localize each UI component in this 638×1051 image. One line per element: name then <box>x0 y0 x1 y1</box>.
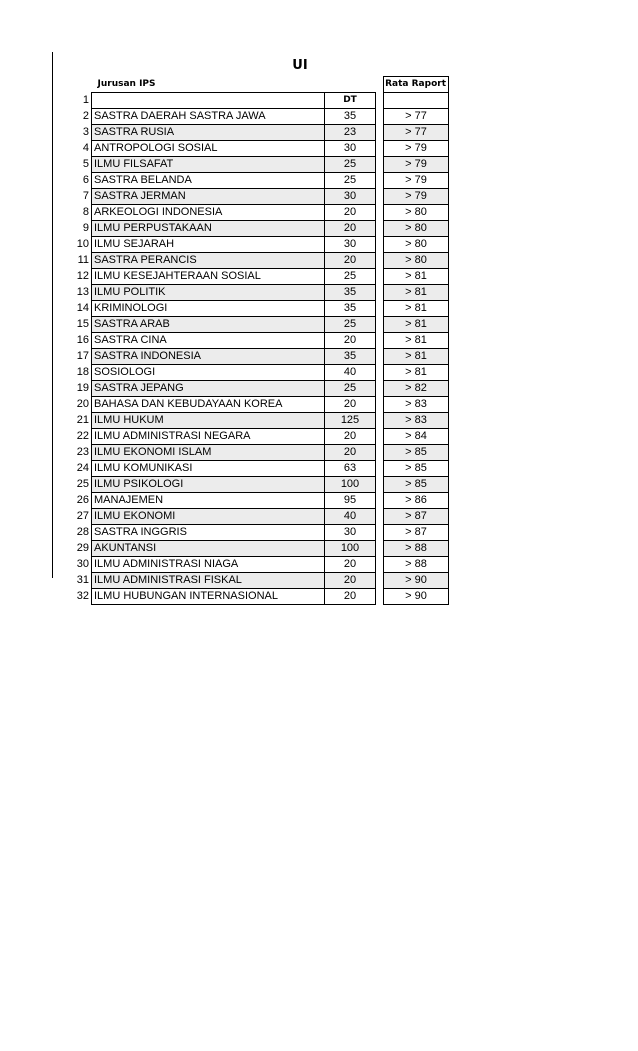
row-gap <box>376 493 384 509</box>
row-number: 9 <box>82 222 89 234</box>
dt-value: 23 <box>325 125 376 141</box>
subheader-name-empty <box>92 93 325 109</box>
header-rata-raport: Rata Raport <box>384 77 449 93</box>
dt-value: 100 <box>325 541 376 557</box>
row-number: 3 <box>82 126 89 138</box>
jurusan-name: SASTRA INGGRIS <box>92 525 325 541</box>
rata-raport-value: > 80 <box>384 253 449 269</box>
jurusan-name: BAHASA DAN KEBUDAYAAN KOREA <box>92 397 325 413</box>
dt-value: 35 <box>325 349 376 365</box>
row-gap <box>376 365 384 381</box>
jurusan-name: SASTRA ARAB <box>92 317 325 333</box>
dt-value: 35 <box>325 109 376 125</box>
row-gap <box>376 285 384 301</box>
table-row <box>53 253 449 269</box>
row-gap <box>376 205 384 221</box>
row-number: 18 <box>76 366 89 378</box>
rata-raport-value: > 84 <box>384 429 449 445</box>
dt-value: 35 <box>325 285 376 301</box>
jurusan-name: ILMU ADMINISTRASI NEGARA <box>92 429 325 445</box>
jurusan-name: SASTRA JEPANG <box>92 381 325 397</box>
rata-raport-value: > 79 <box>384 173 449 189</box>
rata-raport-value: > 79 <box>384 189 449 205</box>
rata-raport-value: > 81 <box>384 269 449 285</box>
table-row <box>53 141 449 157</box>
table-row <box>53 381 449 397</box>
rata-raport-value: > 87 <box>384 525 449 541</box>
jurusan-name: AKUNTANSI <box>92 541 325 557</box>
dt-value: 20 <box>325 589 376 605</box>
rata-raport-value: > 90 <box>384 573 449 589</box>
table-row <box>53 365 449 381</box>
table-row <box>53 349 449 365</box>
row-gap <box>376 445 384 461</box>
jurusan-name: ILMU POLITIK <box>92 285 325 301</box>
rata-raport-value: > 81 <box>384 301 449 317</box>
dt-value: 25 <box>325 317 376 333</box>
dt-value: 95 <box>325 493 376 509</box>
jurusan-name: ILMU PERPUSTAKAAN <box>92 221 325 237</box>
row-gap <box>376 125 384 141</box>
rata-raport-value: > 88 <box>384 557 449 573</box>
row-gap <box>376 109 384 125</box>
subheader-gap <box>376 93 384 109</box>
rata-raport-value: > 83 <box>384 397 449 413</box>
table-row <box>53 125 449 141</box>
jurusan-name: ILMU HUKUM <box>92 413 325 429</box>
table-row <box>53 269 449 285</box>
row-number: 24 <box>76 462 89 474</box>
row-number: 8 <box>82 206 89 218</box>
row-gap <box>376 349 384 365</box>
dt-value: 63 <box>325 461 376 477</box>
row-gap <box>376 157 384 173</box>
rata-raport-value: > 80 <box>384 237 449 253</box>
table-row <box>53 205 449 221</box>
row-number: 7 <box>82 190 89 202</box>
row-number: 11 <box>77 254 89 266</box>
rata-raport-value: > 79 <box>384 157 449 173</box>
rata-raport-value: > 85 <box>384 477 449 493</box>
jurusan-name: SASTRA CINA <box>92 333 325 349</box>
row-gap <box>376 589 384 605</box>
rata-raport-value: > 85 <box>384 461 449 477</box>
dt-value: 35 <box>325 301 376 317</box>
row-number: 30 <box>76 558 89 570</box>
jurusan-name: ILMU SEJARAH <box>92 237 325 253</box>
table-body <box>53 77 449 605</box>
jurusan-name: SASTRA BELANDA <box>92 173 325 189</box>
row-gap <box>376 509 384 525</box>
row-number: 17 <box>76 350 89 362</box>
dt-value: 25 <box>325 157 376 173</box>
table-row <box>53 109 449 125</box>
row-gap <box>376 141 384 157</box>
dt-value: 30 <box>325 141 376 157</box>
row-number: 29 <box>76 542 89 554</box>
row-gap <box>376 333 384 349</box>
header-no-cell <box>53 77 92 93</box>
table-row <box>53 397 449 413</box>
row-number: 4 <box>82 142 89 154</box>
jurusan-name: SASTRA RUSIA <box>92 125 325 141</box>
rata-raport-value: > 80 <box>384 221 449 237</box>
dt-value: 25 <box>325 269 376 285</box>
row-number: 32 <box>76 590 89 602</box>
row-number: 16 <box>76 334 89 346</box>
table-row <box>53 237 449 253</box>
dt-value: 40 <box>325 365 376 381</box>
table-row <box>53 221 449 237</box>
row-number: 1 <box>82 94 89 106</box>
jurusan-name: ARKEOLOGI INDONESIA <box>92 205 325 221</box>
header-dt: DT <box>325 93 376 109</box>
row-gap <box>376 253 384 269</box>
row-gap <box>376 541 384 557</box>
table-row <box>53 445 449 461</box>
jurusan-name: MANAJEMEN <box>92 493 325 509</box>
dt-value: 30 <box>325 237 376 253</box>
dt-value: 20 <box>325 221 376 237</box>
table-row <box>53 493 449 509</box>
rata-raport-value: > 87 <box>384 509 449 525</box>
dt-value: 30 <box>325 189 376 205</box>
jurusan-name: ILMU ADMINISTRASI NIAGA <box>92 557 325 573</box>
row-number: 15 <box>76 318 89 330</box>
dt-value: 20 <box>325 557 376 573</box>
jurusan-name: ILMU HUBUNGAN INTERNASIONAL <box>92 589 325 605</box>
rata-raport-value: > 80 <box>384 205 449 221</box>
dt-value: 100 <box>325 477 376 493</box>
row-number: 6 <box>82 174 89 186</box>
rata-raport-value: > 82 <box>384 381 449 397</box>
row-gap <box>376 301 384 317</box>
row-gap <box>376 573 384 589</box>
jurusan-name: KRIMINOLOGI <box>92 301 325 317</box>
dt-value: 25 <box>325 381 376 397</box>
row-gap <box>376 477 384 493</box>
row-gap <box>376 221 384 237</box>
table-row <box>53 525 449 541</box>
table-row <box>53 189 449 205</box>
row-gap <box>376 189 384 205</box>
rata-raport-value: > 77 <box>384 125 449 141</box>
row-number: 21 <box>76 414 89 426</box>
row-number: 10 <box>76 238 89 250</box>
rata-raport-value: > 81 <box>384 317 449 333</box>
row-number: 26 <box>76 494 89 506</box>
table-row <box>53 413 449 429</box>
table-row <box>53 317 449 333</box>
row-gap <box>376 413 384 429</box>
row-gap <box>376 237 384 253</box>
row-gap <box>376 381 384 397</box>
rata-raport-value: > 90 <box>384 589 449 605</box>
jurusan-name: ILMU PSIKOLOGI <box>92 477 325 493</box>
row-gap <box>376 525 384 541</box>
table-row <box>53 477 449 493</box>
row-number: 14 <box>76 302 89 314</box>
jurusan-table <box>53 76 449 605</box>
row-number: 31 <box>76 574 89 586</box>
row-number: 5 <box>82 158 89 170</box>
table-row <box>53 573 449 589</box>
dt-value: 30 <box>325 525 376 541</box>
row-number: 22 <box>76 430 89 442</box>
rata-raport-value: > 79 <box>384 141 449 157</box>
subheader-rata-empty <box>384 93 449 109</box>
header-jurusan: Jurusan IPS <box>92 77 325 93</box>
row-number: 19 <box>76 382 89 394</box>
dt-value: 20 <box>325 397 376 413</box>
dt-value: 40 <box>325 509 376 525</box>
jurusan-name: ILMU KESEJAHTERAAN SOSIAL <box>92 269 325 285</box>
rata-raport-value: > 81 <box>384 285 449 301</box>
rata-raport-value: > 83 <box>384 413 449 429</box>
rata-raport-value: > 88 <box>384 541 449 557</box>
row-number: 12 <box>76 270 89 282</box>
rata-raport-value: > 86 <box>384 493 449 509</box>
table-row <box>53 509 449 525</box>
jurusan-name: ILMU EKONOMI ISLAM <box>92 445 325 461</box>
dt-value: 20 <box>325 445 376 461</box>
header-row <box>53 77 449 93</box>
dt-value: 125 <box>325 413 376 429</box>
row-number: 2 <box>82 110 89 122</box>
table-row <box>53 333 449 349</box>
rata-raport-value: > 81 <box>384 333 449 349</box>
table-row <box>53 589 449 605</box>
row-number: 27 <box>76 510 89 522</box>
row-number: 23 <box>76 446 89 458</box>
table-row <box>53 301 449 317</box>
dt-value: 20 <box>325 253 376 269</box>
jurusan-name: ILMU ADMINISTRASI FISKAL <box>92 573 325 589</box>
jurusan-name: SASTRA JERMAN <box>92 189 325 205</box>
header-dt-empty <box>325 77 376 93</box>
table-row <box>53 157 449 173</box>
table-row <box>53 173 449 189</box>
rata-raport-value: > 81 <box>384 365 449 381</box>
header-gap <box>376 77 384 93</box>
dt-value: 20 <box>325 205 376 221</box>
jurusan-name: ILMU KOMUNIKASI <box>92 461 325 477</box>
jurusan-name: SASTRA PERANCIS <box>92 253 325 269</box>
row-gap <box>376 429 384 445</box>
dt-value: 20 <box>325 429 376 445</box>
dt-value: 20 <box>325 573 376 589</box>
jurusan-name: SASTRA INDONESIA <box>92 349 325 365</box>
row-number: 13 <box>76 286 89 298</box>
row-gap <box>376 461 384 477</box>
row-gap <box>376 269 384 285</box>
sheet-title: UI <box>292 58 308 73</box>
row-gap <box>376 397 384 413</box>
row-gap <box>376 173 384 189</box>
row-gap <box>376 317 384 333</box>
row-number: 20 <box>76 398 89 410</box>
dt-value: 20 <box>325 333 376 349</box>
row-number: 25 <box>76 478 89 490</box>
table-row <box>53 285 449 301</box>
row-number: 28 <box>76 526 89 538</box>
jurusan-name: ANTROPOLOGI SOSIAL <box>92 141 325 157</box>
jurusan-name: SASTRA DAERAH SASTRA JAWA <box>92 109 325 125</box>
rata-raport-value: > 81 <box>384 349 449 365</box>
table-row <box>53 461 449 477</box>
rata-raport-value: > 77 <box>384 109 449 125</box>
table-row <box>53 429 449 445</box>
table-row <box>53 541 449 557</box>
row-gap <box>376 557 384 573</box>
jurusan-name: ILMU FILSAFAT <box>92 157 325 173</box>
jurusan-name: ILMU EKONOMI <box>92 509 325 525</box>
table-row <box>53 557 449 573</box>
rata-raport-value: > 85 <box>384 445 449 461</box>
subheader-row <box>53 93 449 109</box>
dt-value: 25 <box>325 173 376 189</box>
jurusan-name: SOSIOLOGI <box>92 365 325 381</box>
